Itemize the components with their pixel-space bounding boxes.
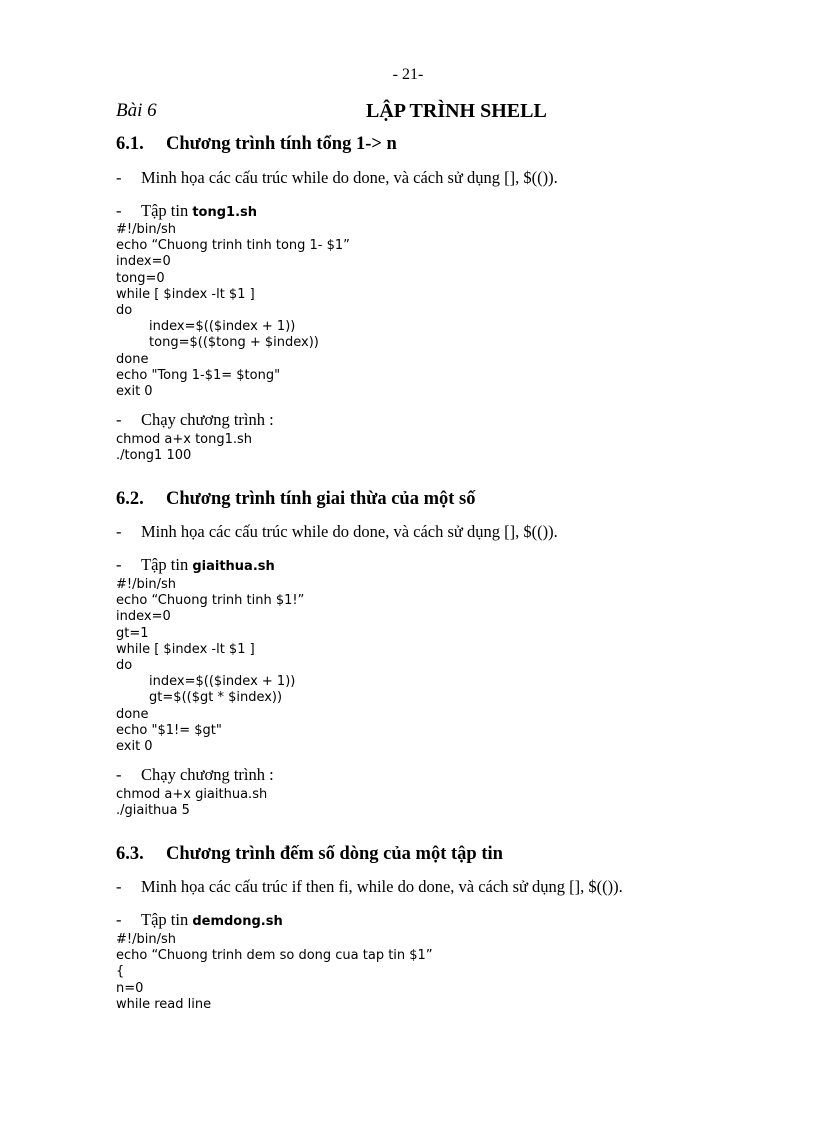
chapter-heading <box>116 100 706 126</box>
section-title <box>116 134 397 155</box>
chapter-title: LẬP TRÌNH SHELL <box>366 100 547 122</box>
bullet-intro: - Minh họa các cấu trúc while do done, và cách sử dụng [], $(()). <box>116 522 558 541</box>
section-number: 6.3. <box>116 844 144 864</box>
bullet-file: - Tập tin demdong.sh <box>116 910 283 929</box>
bullet-file: - Tập tin giaithua.sh <box>116 555 275 574</box>
bullet-text: Minh họa các cấu trúc while do done, và cách sử dụng [], $(()). <box>141 522 558 541</box>
bullet-text: Minh họa các cấu trúc if then fi, while do done, và cách sử dụng [], $(()). <box>141 877 623 896</box>
section-number: 6.1. <box>116 134 144 154</box>
file-label: Tập tin <box>141 201 189 220</box>
section-title <box>116 489 475 510</box>
bullet-run: - Chạy chương trình : <box>116 410 274 429</box>
bullet-text: Minh họa các cấu trúc while do done, và cách sử dụng [], $(()). <box>141 168 558 187</box>
page-number: - 21- <box>392 66 424 83</box>
file-label: Tập tin <box>141 555 189 574</box>
section-title-text: Chương trình đếm số dòng của một tập tin <box>166 844 503 864</box>
file-name: demdong.sh <box>192 914 283 929</box>
file-name: giaithua.sh <box>192 559 275 574</box>
run-label: Chạy chương trình : <box>141 765 274 784</box>
run-code-block: chmod a+x tong1.sh ./tong1 100 <box>116 432 253 464</box>
run-label: Chạy chương trình : <box>141 410 274 429</box>
section-title-text: Chương trình tính tổng 1-> n <box>166 134 397 154</box>
file-label: Tập tin <box>141 910 189 929</box>
code-block: #!/bin/sh echo “Chuong trinh dem so dong cua tap tin $1” { n=0 while read line <box>116 932 433 1012</box>
run-code-block: chmod a+x giaithua.sh ./giaithua 5 <box>116 787 268 819</box>
section-title <box>116 844 503 865</box>
bullet-file: - Tập tin tong1.sh <box>116 201 258 220</box>
bullet-intro: - Minh họa các cấu trúc while do done, và cách sử dụng [], $(()). <box>116 168 558 187</box>
bullet-run: - Chạy chương trình : <box>116 765 274 784</box>
section-number: 6.2. <box>116 489 144 509</box>
file-name: tong1.sh <box>192 205 258 220</box>
section-title-text: Chương trình tính giai thừa của một số <box>166 489 476 509</box>
code-block: #!/bin/sh echo “Chuong trinh tinh tong 1- $1” index=0 tong=0 while [ $index -lt $1 ] do index=$(($index + 1)) tong=$(($tong + $index)) done echo "Tong 1-$1= $tong" exit 0 <box>116 222 350 400</box>
code-block: #!/bin/sh echo “Chuong trinh tinh $1!” index=0 gt=1 while [ $index -lt $1 ] do index=$(($index + 1)) gt=$(($gt * $index)) done echo "$1!= $gt" exit 0 <box>116 577 305 755</box>
chapter-label: Bài 6 <box>116 100 157 121</box>
bullet-intro: - Minh họa các cấu trúc if then fi, while do done, và cách sử dụng [], $(()). <box>116 877 623 896</box>
